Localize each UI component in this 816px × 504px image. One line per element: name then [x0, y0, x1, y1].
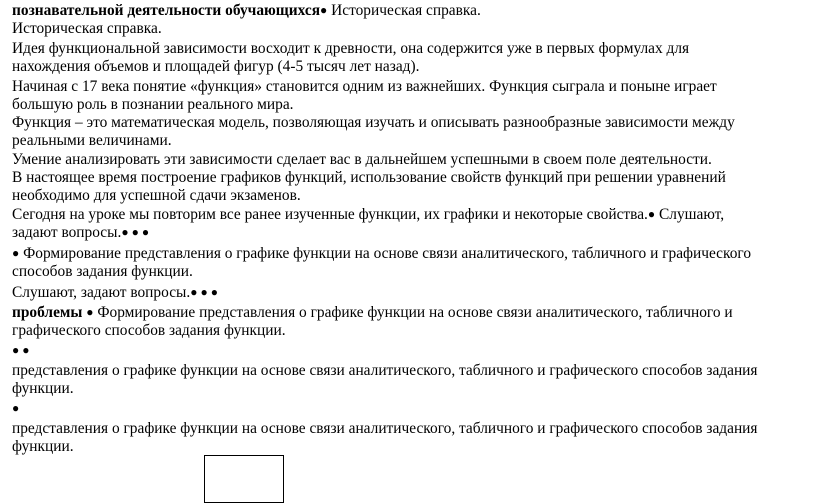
- line-16: [12, 284, 218, 302]
- text-fragment: Слушают,: [655, 206, 725, 223]
- bullets-icon: ● ●: [12, 343, 30, 357]
- line-18: графического способов задания функции.: [12, 322, 286, 339]
- line-12: [12, 206, 724, 224]
- line-22: [12, 400, 19, 418]
- line-10: В настоящее время построение графиков функций, использование свойств функций при решении уравнений: [12, 169, 726, 186]
- text-fragment: Формирование представления о графике функции на основе связи аналитического, табличного и: [93, 304, 733, 321]
- heading-fragment: познавательной деятельности обучающихся: [12, 2, 321, 19]
- line-13: [12, 224, 149, 242]
- line-24: функции.: [12, 438, 74, 455]
- line-15: способов задания функции.: [12, 263, 193, 280]
- line-11: необходимо для успешной сдачи экзаменов.: [12, 187, 301, 204]
- text-fragment: Формирование представления о графике функции на основе связи аналитического, табличного и графического: [19, 245, 752, 262]
- text-fragment: Историческая справка.: [327, 2, 481, 19]
- bullets-icon: ● ● ●: [190, 285, 218, 299]
- line-9: Умение анализировать эти зависимости сделает вас в дальнейшем успешными в своем поле деятельности.: [12, 151, 712, 168]
- bold-fragment: проблемы: [12, 304, 83, 321]
- line-20: представления о графике функции на основе связи аналитического, табличного и графического способов задания: [12, 362, 758, 379]
- line-19: [12, 342, 30, 360]
- line-23: представления о графике функции на основе связи аналитического, табличного и графического способов задания: [12, 420, 758, 437]
- line-5: Начиная с 17 века понятие «функция» становится одним из важнейших. Функция сыграла и поныне играет: [12, 78, 717, 95]
- bullets-icon: ● ● ●: [121, 225, 150, 239]
- text-fragment: Слушают, задают вопросы.: [12, 284, 191, 301]
- line-8: реальными величинами.: [12, 132, 172, 149]
- line-1: [12, 2, 481, 20]
- empty-box: [204, 455, 284, 503]
- line-17: [12, 304, 733, 322]
- bullet-icon: ●: [320, 3, 328, 17]
- line-4: нахождения объемов и площадей фигур (4-5 тысяч лет назад).: [12, 58, 420, 75]
- line-21: функции.: [12, 380, 74, 397]
- line-6: большую роль в познании реального мира.: [12, 96, 294, 113]
- text-fragment: Сегодня на уроке мы повторим все ранее изученные функции, их графики и некоторые свойства.: [12, 206, 648, 223]
- line-2: Историческая справка.: [12, 20, 162, 37]
- bullet-icon: ●: [12, 246, 20, 260]
- line-7: Функция – это математическая модель, позволяющая изучать и описывать разнообразные зависимости между: [12, 114, 735, 131]
- line-14: [12, 245, 751, 263]
- text-fragment: задают вопросы.: [12, 224, 122, 241]
- line-3: Идея функциональной зависимости восходит к древности, она содержится уже в первых формулах для: [12, 40, 690, 57]
- bullet-icon: ●: [86, 305, 94, 319]
- bullet-icon: ●: [12, 401, 20, 415]
- bullet-icon: ●: [647, 207, 656, 221]
